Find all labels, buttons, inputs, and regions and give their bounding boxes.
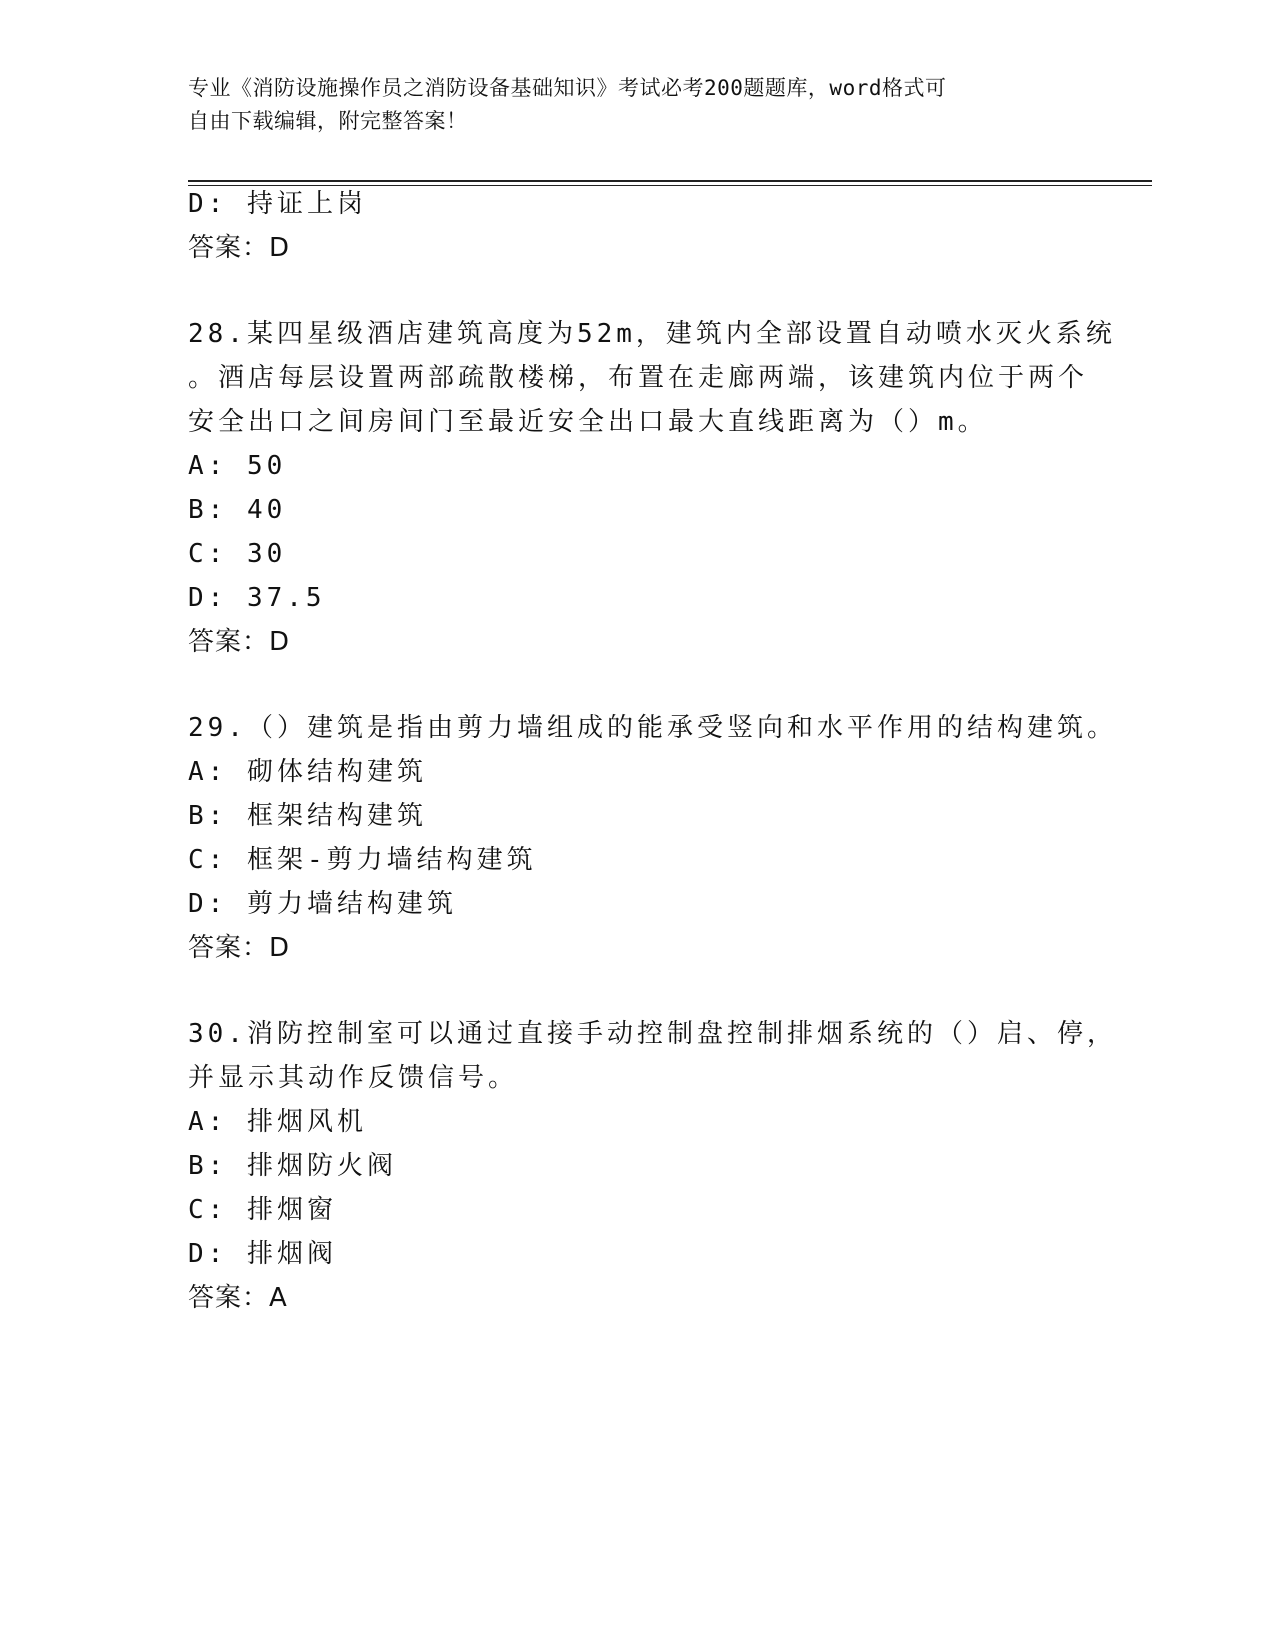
q29-option-c: C: 框架-剪力墙结构建筑 xyxy=(188,845,537,875)
q28-stem-line-3: 安全出口之间房间门至最近安全出口最大直线距离为（）m。 xyxy=(188,407,988,437)
q29-option-d: D: 剪力墙结构建筑 xyxy=(188,889,457,919)
q30-option-c: C: 排烟窗 xyxy=(188,1195,337,1225)
q28-option-d: D: 37.5 xyxy=(188,583,326,613)
q30-answer: 答案：A xyxy=(188,1283,288,1313)
q30-stem-line-1: 30.消防控制室可以通过直接手动控制盘控制排烟系统的（）启、停， xyxy=(188,1019,1117,1049)
q30-stem-line-2: 并显示其动作反馈信号。 xyxy=(188,1063,519,1093)
q29-answer: 答案：D xyxy=(188,933,291,963)
document-header xyxy=(188,72,1088,138)
q30-option-a: A: 排烟风机 xyxy=(188,1107,367,1137)
q28-option-a: A: 50 xyxy=(188,451,287,481)
q28-stem-line-2: 。酒店每层设置两部疏散楼梯，布置在走廊两端，该建筑内位于两个 xyxy=(188,363,1089,393)
q29-option-a: A: 砌体结构建筑 xyxy=(188,757,427,787)
header-divider-thin xyxy=(188,185,1152,186)
header-divider-thick xyxy=(188,180,1152,182)
q28-answer: 答案：D xyxy=(188,627,291,657)
prev-option-d: D: 持证上岗 xyxy=(188,189,367,219)
header-line-1: 专业《消防设施操作员之消防设备基础知识》考试必考200题题库，word格式可 xyxy=(188,76,947,100)
q28-option-c: C: 30 xyxy=(188,539,287,569)
q28-stem-line-1: 28.某四星级酒店建筑高度为52m，建筑内全部设置自动喷水灭火系统 xyxy=(188,319,1116,349)
q29-option-b: B: 框架结构建筑 xyxy=(188,801,427,831)
header-line-2: 自由下载编辑，附完整答案！ xyxy=(188,109,468,133)
q30-option-d: D: 排烟阀 xyxy=(188,1239,337,1269)
prev-answer: 答案：D xyxy=(188,233,291,263)
q29-stem-line-1: 29.（）建筑是指由剪力墙组成的能承受竖向和水平作用的结构建筑。 xyxy=(188,713,1117,743)
q28-option-b: B: 40 xyxy=(188,495,287,525)
q30-option-b: B: 排烟防火阀 xyxy=(188,1151,397,1181)
